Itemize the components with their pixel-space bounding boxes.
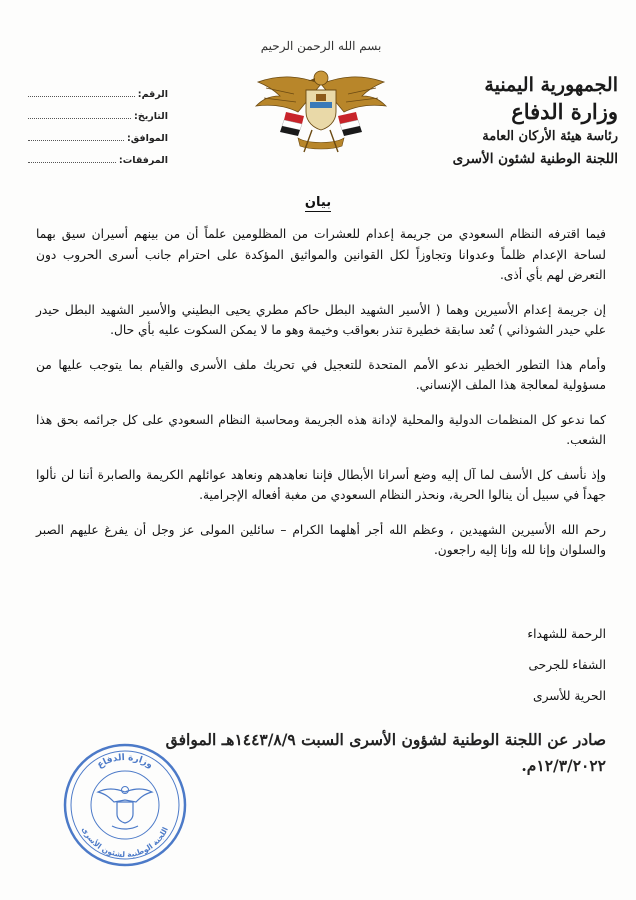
paragraph: إن جريمة إعدام الأسيرين وهما ( الأسير الشهيد البطل حاكم مطري يحيى البطيني والأسير الشهيد البطل حيدر علي حيدر الشوذاني ) تُعد سابقة خطيرة تنذر بعواقب وخيمة وهو ما لا يمكن السكوت عليه بأي حال. <box>36 302 606 337</box>
field-number <box>28 78 168 100</box>
org-line-republic: الجمهورية اليمنية <box>484 74 618 96</box>
basmala: بسم الله الرحمن الرحيم <box>260 39 382 53</box>
national-emblem <box>246 38 396 160</box>
issued-line-1: صادر عن اللجنة الوطنية لشؤون الأسرى السبت ١٤٤٣/٨/٩هـ الموافق <box>165 730 606 749</box>
document-title-text: بيان <box>304 195 332 210</box>
paragraph: رحم الله الأسيرين الشهيدين ، وعظم الله أجر أهلهما الكرام – سائلين المولى عز وجل أن يفرغ عليهم الصبر والسلوان وإنا لله وإنا إليه راجعون. <box>36 522 606 557</box>
field-date-label: التاريخ: <box>134 111 168 122</box>
org-line-committee: اللجنة الوطنية لشئون الأسرى <box>452 151 618 167</box>
eagle-emblem-icon <box>246 54 396 158</box>
slogan-martyrs: الرحمة للشهداء <box>527 627 606 641</box>
paragraph: وأمام هذا التطور الخطير ندعو الأمم المتحدة للتعجيل في تحريك ملف الأسرى والقيام بما يتوجب عليها من مسؤولية لمعالجة هذا الملف الإنساني. <box>36 357 606 392</box>
dotted-line <box>28 95 135 97</box>
field-number-label: الرقم: <box>137 89 168 100</box>
field-attachments-label: المرفقات: <box>118 155 168 166</box>
paragraph: كما ندعو كل المنظمات الدولية والمحلية لإدانة هذه الجريمة ومحاسبة النظام السعودي على كل جرائمه بحق هذا الشعب. <box>36 412 606 447</box>
document-title <box>0 195 636 210</box>
dotted-line <box>28 117 131 119</box>
field-corresponding <box>28 122 168 144</box>
paragraph: وإذ نأسف كل الأسف لما آل إليه وضع أسرانا الأبطال فإننا نعاهدهم ونعاهد عوائلهم الكريمة والصابرة أننا لن نألوا جهداً في سبيل أن ينالوا الحرية، ونحذر النظام السعودي من مغبة أفعاله الإجرامية. <box>36 467 606 502</box>
slogan-wounded: الشفاء للجرحى <box>528 658 606 672</box>
paragraph: فيما اقترفه النظام السعودي من جريمة إعدام للعشرات من المظلومين علماً أن من بينهم أسيران سيق بهما لساحة الإعدام ظلماً وعدوانا وتجاوزاً لكل القوانين والمواثيق المؤكدة على احترام جانب أسرى الحروب دون التعرض لهم بأي أذى. <box>36 227 606 282</box>
stamp-top-text: وزارة الدفاع <box>95 752 155 771</box>
issued-line-2: ١٢/٣/٢٠٢٢م. <box>521 756 606 775</box>
closing-slogans <box>306 627 606 720</box>
dotted-line <box>28 139 124 141</box>
dotted-line <box>28 161 116 163</box>
slogan-prisoners: الحرية للأسرى <box>533 689 606 703</box>
svg-text:اللجنة الوطنية لشئون الأسرى <box>80 825 170 859</box>
stamp-bottom-text: اللجنة الوطنية لشئون الأسرى <box>79 825 170 860</box>
org-line-ministry: وزارة الدفاع <box>511 99 618 124</box>
org-header <box>448 72 618 170</box>
org-line-staff: رئاسة هيئة الأركان العامة <box>482 129 618 144</box>
reference-fields <box>28 78 168 166</box>
field-attachments <box>28 144 168 166</box>
field-date <box>28 100 168 122</box>
official-stamp-icon <box>60 740 190 870</box>
statement-body <box>36 224 606 575</box>
field-corresponding-label: الموافق: <box>127 133 168 144</box>
